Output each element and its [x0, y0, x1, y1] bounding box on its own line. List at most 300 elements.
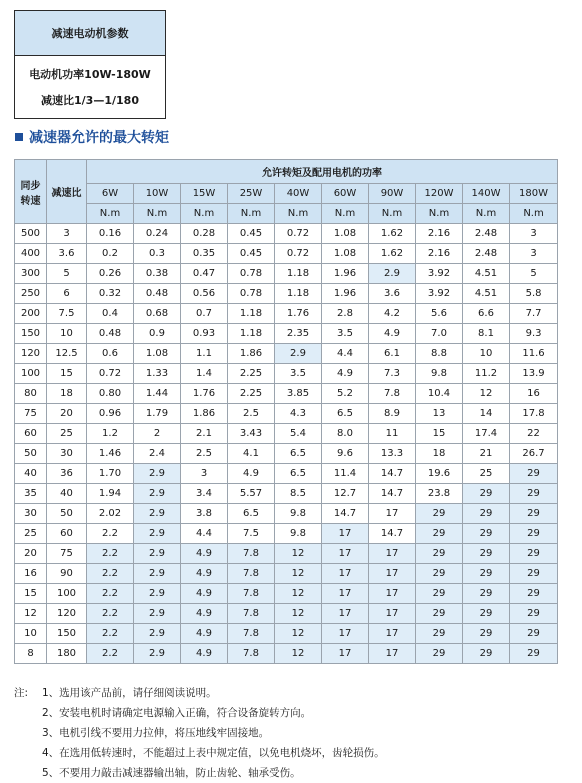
unit-header: N.m — [322, 204, 369, 224]
torque-cell: 1.18 — [228, 324, 275, 344]
sync-speed-cell: 400 — [15, 244, 47, 264]
torque-cell: 1.62 — [369, 244, 416, 264]
torque-cell: 12 — [275, 584, 322, 604]
unit-header: N.m — [275, 204, 322, 224]
torque-cell: 1.96 — [322, 284, 369, 304]
unit-header: N.m — [369, 204, 416, 224]
power-header-15w: 15W — [181, 184, 228, 204]
torque-cell: 2.35 — [275, 324, 322, 344]
torque-cell: 29 — [510, 624, 558, 644]
torque-cell: 7.5 — [228, 524, 275, 544]
power-header-180w: 180W — [510, 184, 558, 204]
torque-cell: 1.86 — [228, 344, 275, 364]
torque-cell: 13.3 — [369, 444, 416, 464]
torque-cell: 4.9 — [181, 624, 228, 644]
torque-cell: 1.76 — [275, 304, 322, 324]
torque-cell: 2.2 — [87, 624, 134, 644]
torque-cell: 29 — [510, 524, 558, 544]
torque-cell: 29 — [510, 484, 558, 504]
torque-cell: 12 — [275, 564, 322, 584]
ratio-cell: 150 — [47, 624, 87, 644]
ratio-cell: 120 — [47, 604, 87, 624]
torque-cell: 21 — [463, 444, 510, 464]
torque-cell: 1.08 — [322, 224, 369, 244]
sync-speed-cell: 25 — [15, 524, 47, 544]
torque-cell: 29 — [510, 464, 558, 484]
unit-header: N.m — [87, 204, 134, 224]
torque-cell: 8.8 — [416, 344, 463, 364]
table-row — [15, 624, 558, 644]
ratio-cell: 40 — [47, 484, 87, 504]
torque-cell: 0.38 — [134, 264, 181, 284]
table-row — [15, 364, 558, 384]
torque-cell: 2.9 — [134, 604, 181, 624]
torque-cell: 8.0 — [322, 424, 369, 444]
torque-cell: 3 — [510, 224, 558, 244]
torque-cell: 0.48 — [87, 324, 134, 344]
torque-cell: 0.28 — [181, 224, 228, 244]
torque-cell: 2.9 — [369, 264, 416, 284]
torque-cell: 5 — [510, 264, 558, 284]
torque-cell: 3.6 — [369, 284, 416, 304]
torque-cell: 12 — [463, 384, 510, 404]
ratio-cell: 100 — [47, 584, 87, 604]
sync-speed-cell: 150 — [15, 324, 47, 344]
torque-cell: 5.6 — [416, 304, 463, 324]
torque-cell: 17 — [369, 544, 416, 564]
torque-cell: 2.9 — [134, 624, 181, 644]
torque-cell: 17 — [322, 624, 369, 644]
torque-cell: 2.2 — [87, 584, 134, 604]
torque-cell: 0.32 — [87, 284, 134, 304]
torque-cell: 3.5 — [275, 364, 322, 384]
torque-cell: 17 — [322, 604, 369, 624]
power-header-90w: 90W — [369, 184, 416, 204]
unit-header: N.m — [463, 204, 510, 224]
torque-cell: 7.3 — [369, 364, 416, 384]
torque-cell: 4.9 — [228, 464, 275, 484]
torque-cell: 4.2 — [369, 304, 416, 324]
torque-cell: 0.96 — [87, 404, 134, 424]
torque-cell: 2.8 — [322, 304, 369, 324]
torque-cell: 4.9 — [181, 544, 228, 564]
torque-cell: 7.8 — [228, 644, 275, 664]
torque-cell: 2.5 — [228, 404, 275, 424]
torque-cell: 29 — [510, 544, 558, 564]
torque-cell: 17 — [369, 604, 416, 624]
spec-power: 电动机功率10W-180W — [29, 68, 151, 81]
section-heading — [15, 127, 169, 147]
unit-header: N.m — [181, 204, 228, 224]
torque-cell: 13 — [416, 404, 463, 424]
unit-header: N.m — [228, 204, 275, 224]
torque-cell: 17 — [322, 584, 369, 604]
torque-cell: 1.94 — [87, 484, 134, 504]
torque-cell: 4.4 — [322, 344, 369, 364]
torque-cell: 1.79 — [134, 404, 181, 424]
torque-cell: 0.72 — [87, 364, 134, 384]
table-row — [15, 444, 558, 464]
torque-cell: 17 — [369, 644, 416, 664]
unit-header: N.m — [416, 204, 463, 224]
torque-cell: 0.35 — [181, 244, 228, 264]
torque-cell: 4.9 — [181, 584, 228, 604]
torque-cell: 1.76 — [181, 384, 228, 404]
torque-cell: 2.4 — [134, 444, 181, 464]
torque-cell: 1.86 — [181, 404, 228, 424]
note-item: 2、安装电机时请确定电源输入正确，符合设备旋转方向。 — [42, 707, 312, 719]
torque-cell: 3 — [510, 244, 558, 264]
torque-cell: 4.9 — [181, 604, 228, 624]
torque-cell: 11 — [369, 424, 416, 444]
torque-cell: 2.5 — [181, 444, 228, 464]
torque-cell: 6.1 — [369, 344, 416, 364]
ratio-cell: 3.6 — [47, 244, 87, 264]
torque-cell: 29 — [510, 504, 558, 524]
torque-cell: 9.8 — [275, 504, 322, 524]
torque-cell: 17 — [322, 544, 369, 564]
torque-cell: 0.47 — [181, 264, 228, 284]
torque-cell: 14.7 — [369, 464, 416, 484]
torque-cell: 2.16 — [416, 224, 463, 244]
power-header-40w: 40W — [275, 184, 322, 204]
torque-cell: 29 — [463, 644, 510, 664]
torque-cell: 4.9 — [181, 644, 228, 664]
torque-cell: 6.6 — [463, 304, 510, 324]
torque-cell: 0.93 — [181, 324, 228, 344]
torque-cell: 29 — [463, 504, 510, 524]
table-row — [15, 424, 558, 444]
torque-cell: 29 — [416, 564, 463, 584]
ratio-cell: 20 — [47, 404, 87, 424]
torque-cell: 29 — [463, 624, 510, 644]
torque-cell: 29 — [510, 604, 558, 624]
power-header-120w: 120W — [416, 184, 463, 204]
torque-cell: 7.8 — [369, 384, 416, 404]
torque-cell: 2.2 — [87, 524, 134, 544]
torque-cell: 29 — [463, 604, 510, 624]
torque-cell: 2.9 — [134, 464, 181, 484]
torque-cell: 0.68 — [134, 304, 181, 324]
sync-speed-cell: 120 — [15, 344, 47, 364]
ratio-cell: 7.5 — [47, 304, 87, 324]
torque-cell: 9.3 — [510, 324, 558, 344]
torque-cell: 14.7 — [369, 484, 416, 504]
torque-cell: 1.08 — [134, 344, 181, 364]
torque-cell: 2.25 — [228, 364, 275, 384]
torque-table — [14, 159, 558, 664]
torque-cell: 4.9 — [322, 364, 369, 384]
torque-cell: 2.9 — [275, 344, 322, 364]
ratio-cell: 5 — [47, 264, 87, 284]
torque-cell: 2 — [134, 424, 181, 444]
notes — [14, 683, 385, 783]
torque-cell: 3.85 — [275, 384, 322, 404]
square-bullet-icon — [15, 133, 23, 141]
table-row — [15, 304, 558, 324]
torque-cell: 7.0 — [416, 324, 463, 344]
torque-cell: 6.5 — [322, 404, 369, 424]
ratio-cell: 25 — [47, 424, 87, 444]
torque-cell: 0.26 — [87, 264, 134, 284]
spec-body — [15, 56, 165, 118]
ratio-cell: 60 — [47, 524, 87, 544]
torque-cell: 29 — [463, 524, 510, 544]
ratio-cell: 180 — [47, 644, 87, 664]
unit-header: N.m — [510, 204, 558, 224]
torque-cell: 0.72 — [275, 244, 322, 264]
sync-speed-cell: 200 — [15, 304, 47, 324]
torque-cell: 29 — [416, 644, 463, 664]
torque-cell: 2.9 — [134, 484, 181, 504]
torque-cell: 4.51 — [463, 264, 510, 284]
torque-cell: 29 — [463, 544, 510, 564]
torque-cell: 12 — [275, 624, 322, 644]
torque-cell: 5.2 — [322, 384, 369, 404]
torque-cell: 2.25 — [228, 384, 275, 404]
power-header-140w: 140W — [463, 184, 510, 204]
torque-cell: 15 — [416, 424, 463, 444]
table-row — [15, 604, 558, 624]
note-item: 3、电机引线不要用力拉伸，将压地线牢固接地。 — [42, 727, 270, 739]
ratio-cell: 18 — [47, 384, 87, 404]
torque-cell: 5.57 — [228, 484, 275, 504]
torque-cell: 1.2 — [87, 424, 134, 444]
torque-cell: 6.5 — [275, 444, 322, 464]
torque-cell: 2.9 — [134, 544, 181, 564]
sync-speed-cell: 60 — [15, 424, 47, 444]
sync-speed-cell: 300 — [15, 264, 47, 284]
torque-cell: 29 — [510, 584, 558, 604]
torque-cell: 2.9 — [134, 644, 181, 664]
torque-cell: 2.16 — [416, 244, 463, 264]
torque-cell: 8.9 — [369, 404, 416, 424]
torque-cell: 25 — [463, 464, 510, 484]
torque-cell: 17 — [369, 504, 416, 524]
torque-cell: 1.62 — [369, 224, 416, 244]
torque-cell: 11.6 — [510, 344, 558, 364]
torque-cell: 13.9 — [510, 364, 558, 384]
table-row — [15, 464, 558, 484]
sync-speed-cell: 80 — [15, 384, 47, 404]
torque-cell: 4.3 — [275, 404, 322, 424]
sync-speed-cell: 75 — [15, 404, 47, 424]
torque-cell: 7.8 — [228, 564, 275, 584]
torque-cell: 3.5 — [322, 324, 369, 344]
torque-cell: 29 — [416, 544, 463, 564]
table-row — [15, 404, 558, 424]
table-row — [15, 544, 558, 564]
ratio-cell: 30 — [47, 444, 87, 464]
torque-cell: 11.4 — [322, 464, 369, 484]
spec-title: 减速电动机参数 — [15, 11, 165, 56]
section-title: 减速器允许的最大转矩 — [29, 130, 169, 146]
torque-cell: 2.1 — [181, 424, 228, 444]
torque-cell: 2.48 — [463, 224, 510, 244]
torque-cell: 17 — [369, 624, 416, 644]
table-row — [15, 564, 558, 584]
note-item: 注: 1、选用该产品前，请仔细阅读说明。 — [14, 683, 385, 703]
header-group: 允许转矩及配用电机的功率 — [87, 160, 558, 184]
torque-cell: 9.8 — [416, 364, 463, 384]
torque-cell: 2.9 — [134, 504, 181, 524]
sync-speed-cell: 10 — [15, 624, 47, 644]
sync-speed-cell: 15 — [15, 584, 47, 604]
torque-cell: 1.46 — [87, 444, 134, 464]
table-row — [15, 644, 558, 664]
torque-cell: 17.4 — [463, 424, 510, 444]
torque-cell: 1.44 — [134, 384, 181, 404]
ratio-cell: 10 — [47, 324, 87, 344]
torque-cell: 23.8 — [416, 484, 463, 504]
torque-cell: 22 — [510, 424, 558, 444]
torque-cell: 2.48 — [463, 244, 510, 264]
sync-speed-cell: 12 — [15, 604, 47, 624]
torque-cell: 2.9 — [134, 564, 181, 584]
ratio-cell: 50 — [47, 504, 87, 524]
torque-cell: 3.4 — [181, 484, 228, 504]
torque-cell: 0.56 — [181, 284, 228, 304]
power-header-10w: 10W — [134, 184, 181, 204]
torque-cell: 16 — [510, 384, 558, 404]
torque-cell: 7.7 — [510, 304, 558, 324]
torque-cell: 11.2 — [463, 364, 510, 384]
sync-speed-cell: 16 — [15, 564, 47, 584]
ratio-cell: 75 — [47, 544, 87, 564]
torque-cell: 5.8 — [510, 284, 558, 304]
torque-cell: 29 — [416, 524, 463, 544]
torque-cell: 7.8 — [228, 604, 275, 624]
notes-label: 注: — [14, 687, 29, 699]
torque-cell: 10 — [463, 344, 510, 364]
torque-cell: 0.6 — [87, 344, 134, 364]
torque-cell: 29 — [510, 564, 558, 584]
torque-cell: 4.9 — [369, 324, 416, 344]
unit-header: N.m — [134, 204, 181, 224]
torque-cell: 0.48 — [134, 284, 181, 304]
ratio-cell: 3 — [47, 224, 87, 244]
torque-cell: 0.45 — [228, 224, 275, 244]
torque-cell: 4.9 — [181, 564, 228, 584]
header-ratio: 减速比 — [47, 160, 87, 224]
table-row — [15, 584, 558, 604]
torque-cell: 0.16 — [87, 224, 134, 244]
torque-cell: 12 — [275, 544, 322, 564]
power-header-60w: 60W — [322, 184, 369, 204]
torque-cell: 14.7 — [369, 524, 416, 544]
note-item: 5、不要用力敲击减速器输出轴，防止齿轮、轴承受伤。 — [42, 767, 301, 779]
table-row — [15, 244, 558, 264]
sync-speed-cell: 40 — [15, 464, 47, 484]
table-row — [15, 504, 558, 524]
torque-cell: 0.7 — [181, 304, 228, 324]
torque-cell: 14.7 — [322, 504, 369, 524]
torque-cell: 10.4 — [416, 384, 463, 404]
torque-cell: 17 — [322, 564, 369, 584]
header-sync-speed: 同步 转速 — [15, 160, 47, 224]
note-item: 4、在选用低转速时，不能超过上表中规定值，以免电机烧坏，齿轮损伤。 — [42, 747, 385, 759]
torque-cell: 2.02 — [87, 504, 134, 524]
torque-cell: 29 — [463, 564, 510, 584]
power-header-25w: 25W — [228, 184, 275, 204]
torque-cell: 0.45 — [228, 244, 275, 264]
torque-cell: 1.18 — [275, 284, 322, 304]
torque-cell: 1.08 — [322, 244, 369, 264]
table-row — [15, 524, 558, 544]
torque-cell: 17 — [369, 584, 416, 604]
sync-speed-cell: 8 — [15, 644, 47, 664]
torque-cell: 19.6 — [416, 464, 463, 484]
torque-cell: 29 — [463, 484, 510, 504]
torque-cell: 4.4 — [181, 524, 228, 544]
torque-cell: 2.2 — [87, 644, 134, 664]
torque-cell: 2.2 — [87, 544, 134, 564]
torque-cell: 1.4 — [181, 364, 228, 384]
torque-cell: 5.4 — [275, 424, 322, 444]
torque-cell: 17 — [369, 564, 416, 584]
table-row — [15, 384, 558, 404]
ratio-cell: 36 — [47, 464, 87, 484]
table-row — [15, 484, 558, 504]
sync-speed-cell: 250 — [15, 284, 47, 304]
torque-cell: 1.70 — [87, 464, 134, 484]
table-row — [15, 324, 558, 344]
sync-speed-cell: 500 — [15, 224, 47, 244]
torque-cell: 0.78 — [228, 284, 275, 304]
ratio-cell: 12.5 — [47, 344, 87, 364]
torque-cell: 17 — [322, 524, 369, 544]
torque-cell: 0.80 — [87, 384, 134, 404]
power-header-6w: 6W — [87, 184, 134, 204]
torque-cell: 26.7 — [510, 444, 558, 464]
torque-cell: 6.5 — [228, 504, 275, 524]
torque-cell: 7.8 — [228, 584, 275, 604]
torque-cell: 4.1 — [228, 444, 275, 464]
torque-cell: 29 — [463, 584, 510, 604]
torque-cell: 12 — [275, 644, 322, 664]
table-row — [15, 344, 558, 364]
torque-cell: 4.51 — [463, 284, 510, 304]
sync-speed-cell: 100 — [15, 364, 47, 384]
ratio-cell: 15 — [47, 364, 87, 384]
torque-cell: 1.96 — [322, 264, 369, 284]
torque-cell: 8.5 — [275, 484, 322, 504]
torque-cell: 9.8 — [275, 524, 322, 544]
torque-cell: 1.18 — [275, 264, 322, 284]
torque-cell: 0.4 — [87, 304, 134, 324]
torque-cell: 7.8 — [228, 624, 275, 644]
torque-cell: 3.43 — [228, 424, 275, 444]
torque-cell: 3 — [181, 464, 228, 484]
torque-cell: 0.72 — [275, 224, 322, 244]
torque-cell: 17 — [322, 644, 369, 664]
torque-cell: 8.1 — [463, 324, 510, 344]
torque-cell: 29 — [416, 604, 463, 624]
torque-cell: 6.5 — [275, 464, 322, 484]
spec-ratio: 减速比1/3—1/180 — [41, 94, 139, 107]
torque-cell: 17.8 — [510, 404, 558, 424]
torque-cell: 12.7 — [322, 484, 369, 504]
table-row — [15, 224, 558, 244]
ratio-cell: 6 — [47, 284, 87, 304]
torque-cell: 0.24 — [134, 224, 181, 244]
torque-cell: 29 — [416, 504, 463, 524]
torque-cell: 0.3 — [134, 244, 181, 264]
torque-cell: 0.2 — [87, 244, 134, 264]
torque-cell: 14 — [463, 404, 510, 424]
torque-cell: 0.9 — [134, 324, 181, 344]
sync-speed-cell: 30 — [15, 504, 47, 524]
